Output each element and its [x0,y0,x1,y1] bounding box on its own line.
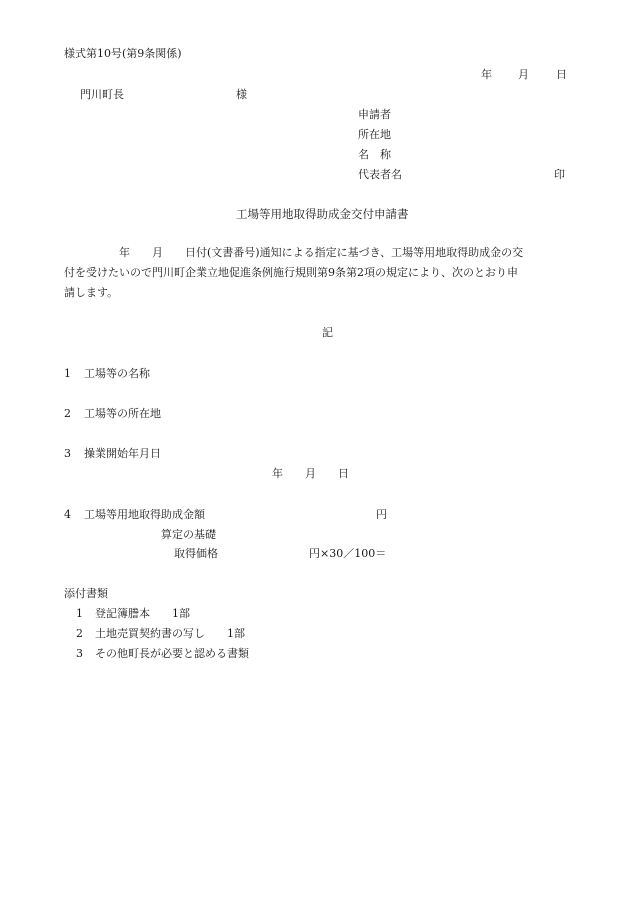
applicant-representative: 代表者名 [358,168,402,181]
attachment-3-number: 3 [76,647,83,660]
item-1-label: 工場等の名称 [84,367,150,380]
body-line-1: 年 月 日付(文書番号)通知による指定に基づき、工場等用地取得助成金の交 [64,246,524,259]
attachment-2-text: 土地売買契約書の写し 1部 [95,627,245,640]
item-4-formula: 円×30／100＝ [309,547,387,560]
seal-mark: 印 [554,168,565,181]
item-4-basis-label: 算定の基礎 [161,528,216,541]
document-title: 工場等用地取得助成金交付申請書 [236,207,409,221]
date-day: 日 [556,68,567,81]
addressee-honorific: 様 [236,88,247,101]
item-3-date: 年 月 日 [272,467,349,480]
item-4-label: 工場等用地取得助成金額 [84,508,205,521]
applicant-label: 申請者 [358,108,391,121]
date-year: 年 [481,68,492,81]
attachment-1-number: 1 [76,607,83,620]
item-3-number: 3 [64,447,71,460]
attachment-2-number: 2 [76,627,83,640]
applicant-name: 名 称 [358,148,391,161]
item-1-number: 1 [64,367,71,380]
attachments-heading: 添付書類 [64,587,108,600]
ki-marker: 記 [322,326,333,339]
item-3-label: 操業開始年月日 [84,447,161,460]
attachment-3-text: その他町長が必要と認める書類 [95,647,249,660]
attachment-1-text: 登記簿謄本 1部 [95,607,190,620]
item-2-number: 2 [64,407,71,420]
addressee-name: 門川町長 [80,88,124,101]
item-4-yen: 円 [376,508,387,521]
item-2-label: 工場等の所在地 [84,407,161,420]
item-4-number: 4 [64,508,71,521]
form-number: 様式第10号(第9条関係) [64,47,182,60]
body-line-2: 付を受けたいので門川町企業立地促進条例施行規則第9条第2項の規定により、次のとおり申 [64,266,518,279]
applicant-address: 所在地 [358,128,391,141]
item-4-price-label: 取得価格 [174,547,218,560]
body-line-3: 請します。 [64,286,119,299]
date-month: 月 [518,68,529,81]
